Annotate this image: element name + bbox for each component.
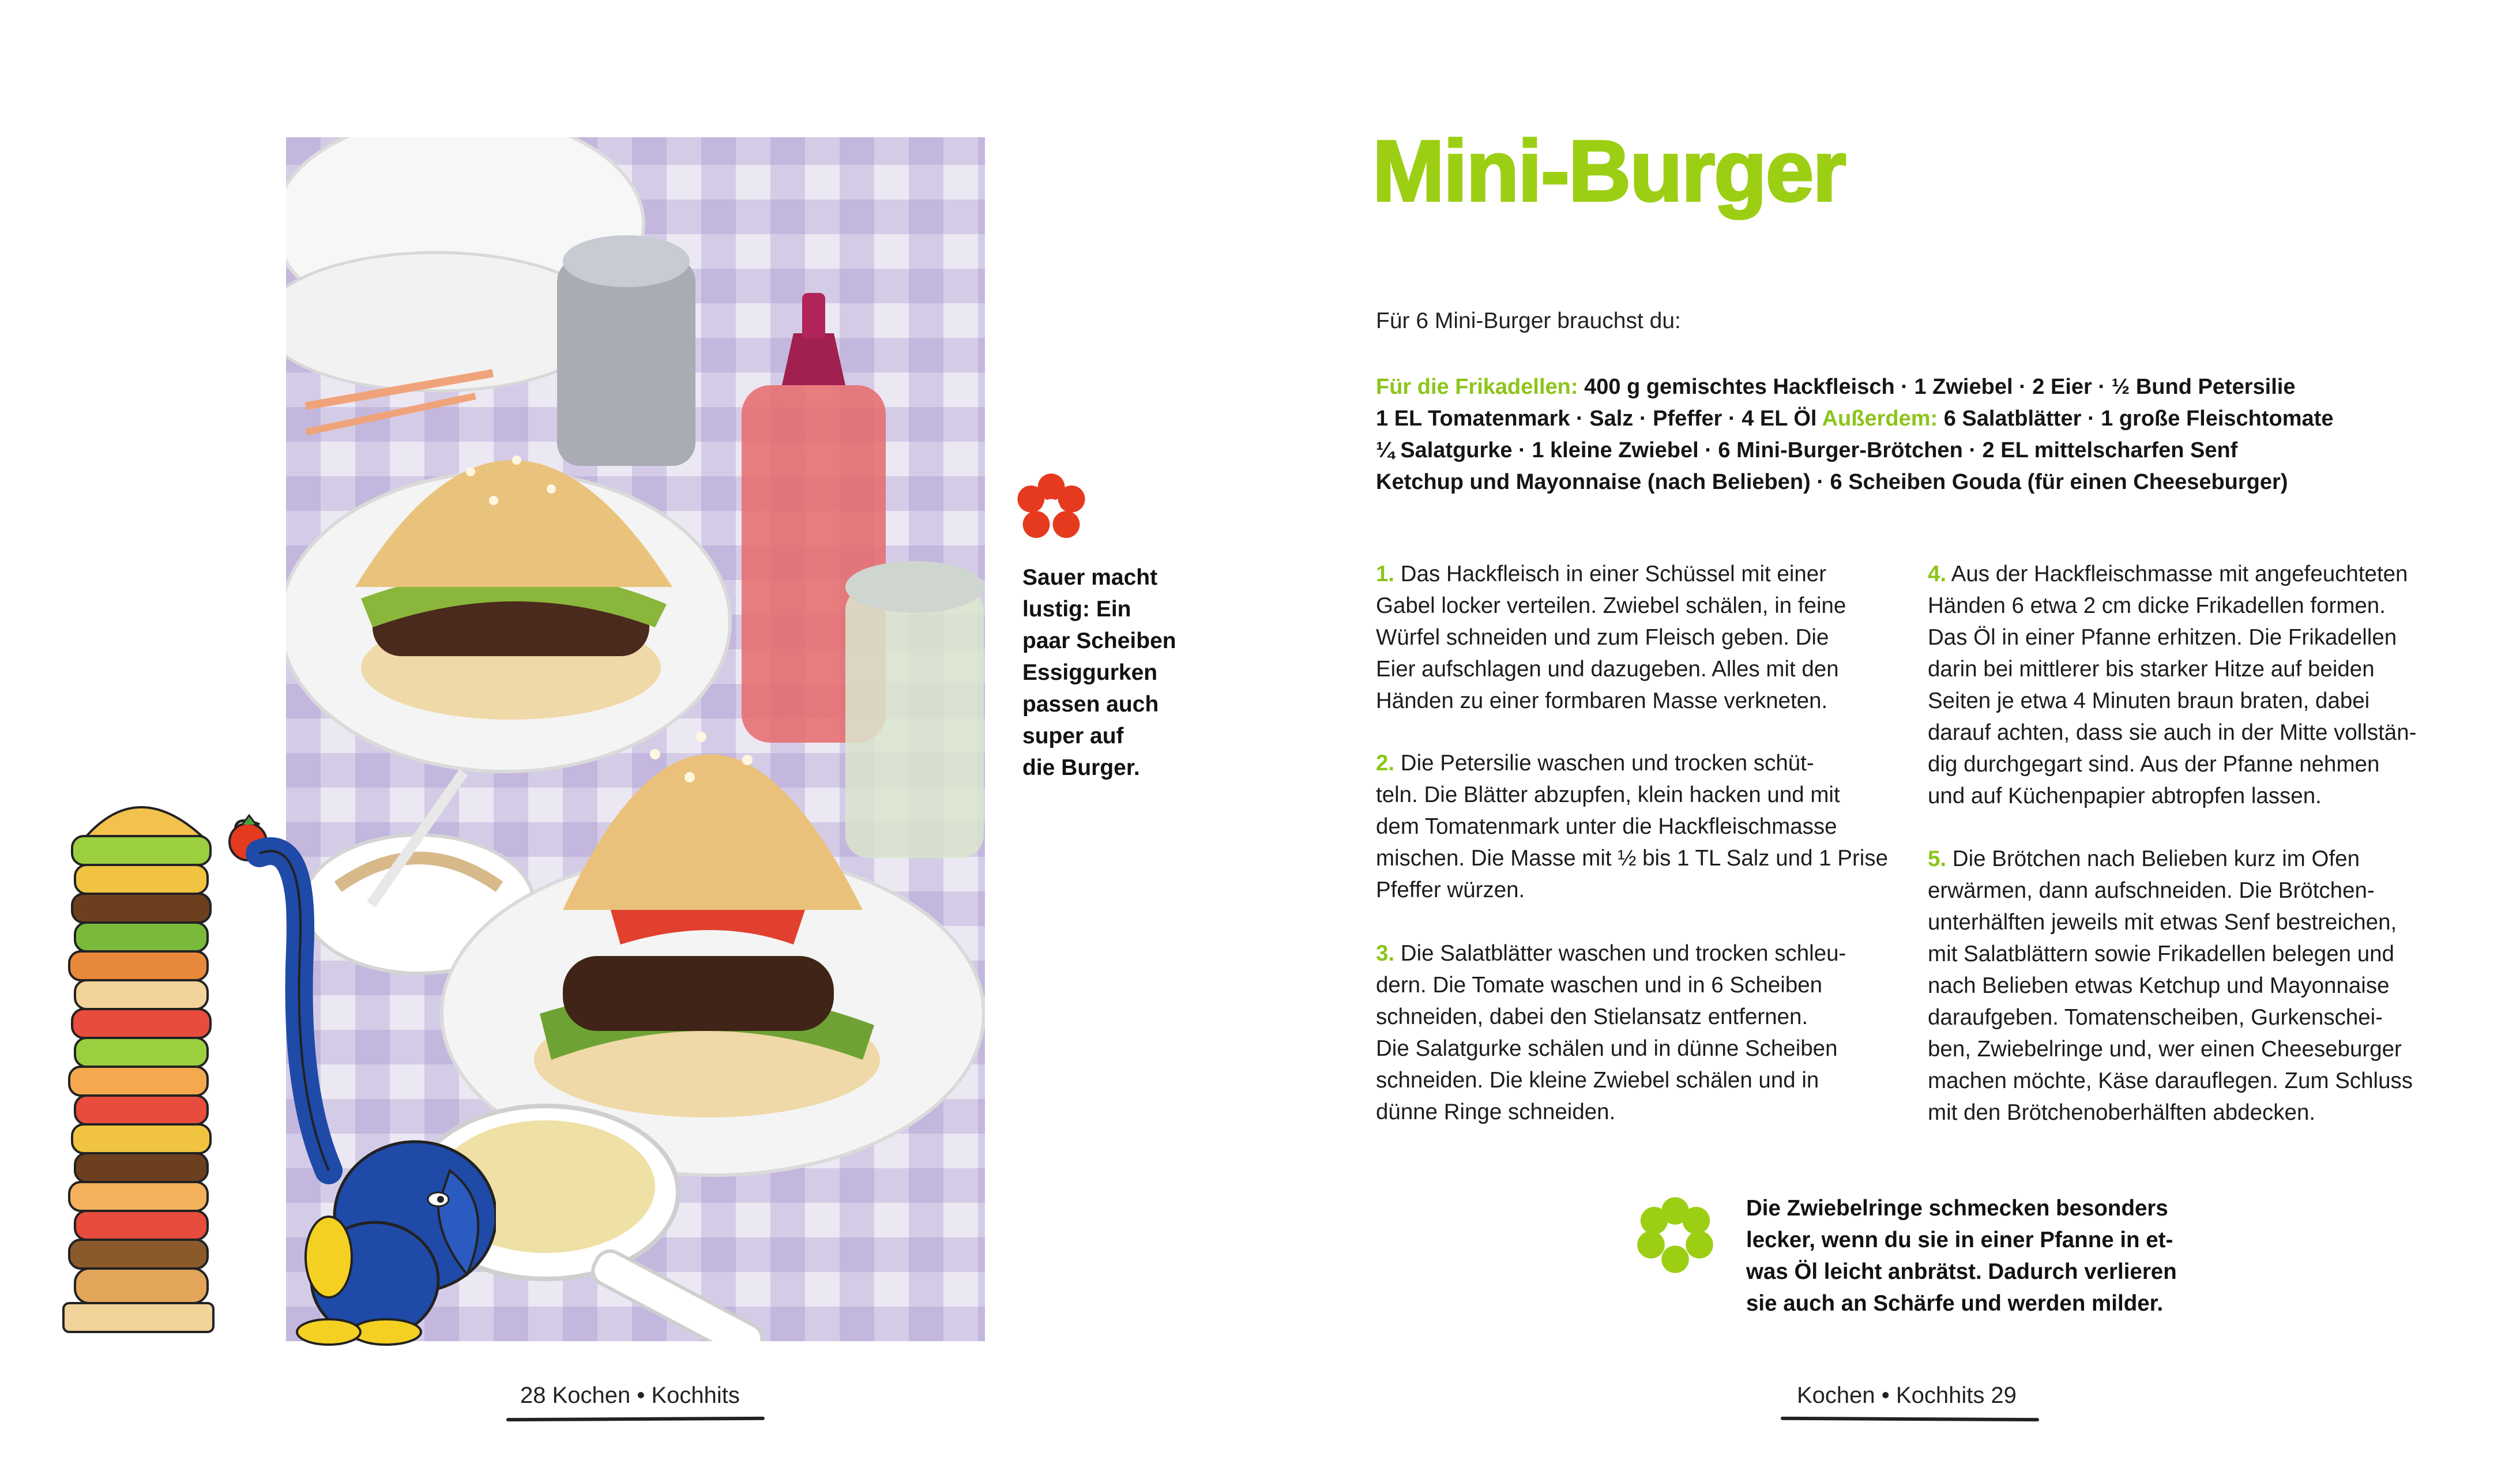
- footer-right: Kochen • Kochhits 29: [1797, 1383, 2017, 1408]
- recipe-step: [1928, 843, 2470, 1128]
- footer-left-line: [506, 1417, 765, 1421]
- recipe-step: [1376, 747, 1906, 906]
- elephant-illustration: [196, 801, 496, 1349]
- ingredient-line-3: ¼ Salatgurke · 1 kleine Zwiebel · 6 Mini-Burger-Brötchen · 2 EL mittelscharfen Senf: [1376, 438, 2238, 462]
- step-text: Aus der Hackfleischmasse mit angefeuchteten Händen 6 etwa 2 cm dicke Frikadellen formen. Das Öl in einer Pfanne erhitzen. Die Frikadellen darin bei mittlerer bis starker Hitze auf beiden Seiten je etwa 4 Minuten braun braten, dabei darauf achten, dass sie auch in der Mitte vollstän- dig durchgegart sind. Aus der Pfanne nehmen und auf Küchenpapier abtropfen lassen.: [1928, 562, 2417, 808]
- footer-left: 28 Kochen • Kochhits: [520, 1383, 740, 1408]
- ingredient-list: [1376, 371, 2460, 498]
- recipe-step: [1376, 558, 1906, 717]
- step-number: 5.: [1928, 846, 1947, 871]
- step-text: Die Salatblätter waschen und trocken schleu- dern. Die Tomate waschen und in 6 Scheiben schneiden, dabei den Stielansatz entfernen. Die Salatgurke schälen und in dünne Scheiben schneiden. Die kleine Zwiebel schälen und in dünne Ringe schneiden.: [1376, 941, 1846, 1124]
- step-text: Die Brötchen nach Belieben kurz im Ofen erwärmen, dann aufschneiden. Die Brötchen- unterhälften jeweils mit etwas Senf bestreichen, mit Salatblättern sowie Frikadellen belegen und nach Belieben etwas Ketchup und Mayonnaise daraufgeben. Tomatenscheiben, Gurkenschei- ben, Zwiebelringe und, wer einen Cheeseburger machen möchte, Käse darauflegen. Zum Schluss mit den Brötchenoberhälften abdecken.: [1928, 846, 2413, 1125]
- step-number: 1.: [1376, 562, 1395, 586]
- tip-text: Die Zwiebelringe schmecken besonders lecker, wenn du sie in einer Pfanne in et- was Öl leicht anbrätst. Dadurch verlieren sie auch an Schärfe und werden milder.: [1746, 1196, 2177, 1316]
- step-number: 3.: [1376, 941, 1395, 966]
- recipe-title: Mini-Burger: [1372, 122, 1845, 219]
- green-flower-icon: [1635, 1195, 1716, 1275]
- footer-right-line: [1781, 1417, 2039, 1421]
- ingredient-line-2: [1376, 403, 2460, 435]
- ingredient-line-1: [1376, 371, 2460, 403]
- step-text: Die Petersilie waschen und trocken schüt- teln. Die Blätter abzupfen, klein hacken und mit dem Tomatenmark unter die Hackfleischmasse mischen. Die Masse mit ½ bis 1 TL Salz und 1 Prise Pfeffer würzen.: [1376, 751, 1889, 902]
- ausserdem-label: Außerdem:: [1822, 407, 1938, 431]
- ingredient-line-2-rest: 6 Salatblätter · 1 große Fleischtomate: [1938, 407, 2334, 431]
- recipe-step: [1928, 558, 2470, 812]
- ingredient-line-1-text: 400 g gemischtes Hackfleisch · 1 Zwiebel · 2 Eier · ½ Bund Petersilie: [1578, 375, 2296, 399]
- step-number: 4.: [1928, 562, 1947, 586]
- frikadellen-label: Für die Frikadellen:: [1376, 375, 1578, 399]
- ingredient-line-4: Ketchup und Mayonnaise (nach Belieben) · 6 Scheiben Gouda (für einen Cheeseburger): [1376, 470, 2288, 494]
- side-note: Sauer macht lustig: Ein paar Scheiben Essiggurken passen auch super auf die Burger.: [1022, 565, 1176, 780]
- step-text: Das Hackfleisch in einer Schüssel mit einer Gabel locker verteilen. Zwiebel schälen, in feine Würfel schneiden und zum Fleisch geben. Die Eier aufschlagen und dazugeben. Alles mit den Händen zu einer formbaren Masse verkneten.: [1376, 562, 1846, 713]
- step-number: 2.: [1376, 751, 1395, 776]
- red-flower-icon: [1014, 471, 1089, 545]
- recipe-intro: Für 6 Mini-Burger brauchst du:: [1376, 308, 1681, 333]
- recipe-step: [1376, 938, 1906, 1128]
- ingredient-line-2-text: 1 EL Tomatenmark · Salz · Pfeffer · 4 EL Öl: [1376, 407, 1822, 431]
